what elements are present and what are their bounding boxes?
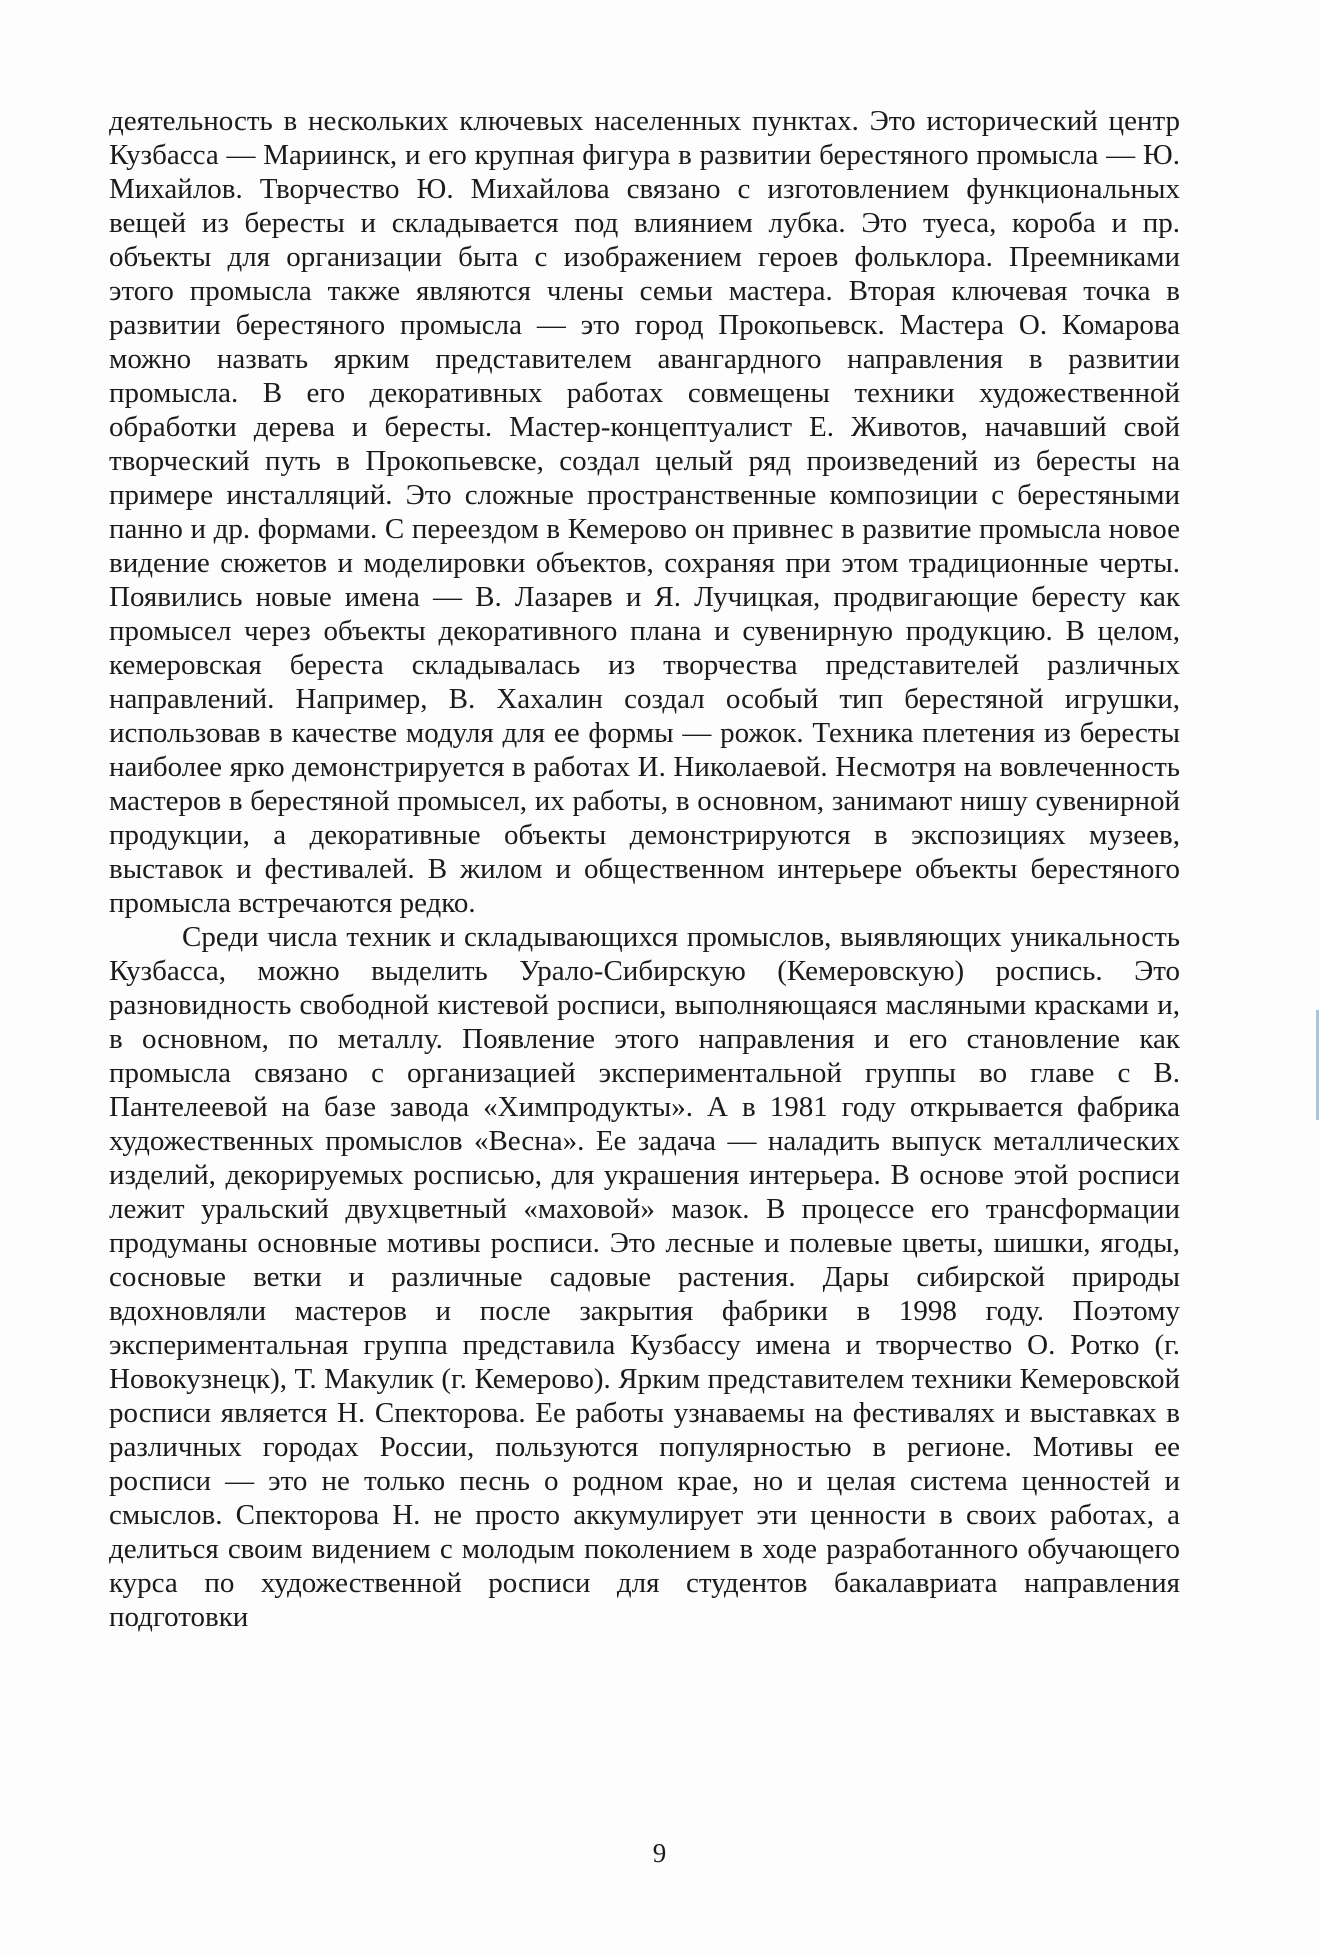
page-number: 9 [652,1838,667,1868]
paragraph-birch-bark-craft: деятельность в нескольких ключевых населенных пунктах. Это исторический центр Кузбасса — Мариинск, и его крупная фигура в развитии берестяного промысла — Ю. Михайлов. Творчество Ю. Михайлова связано с изготовлением функциональных вещей из бересты и складывается под влиянием лубка. Это туеса, короба и пр. объекты для организации быта с изображением героев фольклора. Преемниками этого промысла также являются члены семьи мастера. Вторая ключевая точка в развитии берестяного промысла — это город Прокопьевск. Мастера О. Комарова можно назвать ярким представителем авангардного направления в развитии промысла. В его декоративных работах совмещены техники художественной обработки дерева и бересты. Мастер-концептуалист Е. Животов, начавший свой творческий путь в Прокопьевске, создал целый ряд произведений из бересты на примере инсталляций. Это сложные пространственные композиции с берестяными панно и др. формами. С переездом в Кемерово он привнес в развитие промысла новое видение сюжетов и моделировки объектов, сохраняя при этом традиционные черты. Появились новые имена — В. Лазарев и Я. Лучицкая, продвигающие бересту как промысел через объекты декоративного плана и сувенирную продукцию. В целом, кемеровская береста складывалась из творчества представителей различных направлений. Например, В. Хахалин создал особый тип берестяной игрушки, использовав в качестве модуля для ее формы — рожок. Техника плетения из бересты наиболее ярко демонстрируется в работах И. Николаевой. Несмотря на вовлеченность мастеров в берестяной промысел, их работы, в основном, занимают нишу сувенирной продукции, а декоративные объекты демонстрируются в экспозициях музеев, выставок и фестивалей. В жилом и общественном интерьере объекты берестяного промысла встречаются редко. [109,105,1180,919]
body-text [109,104,1180,1634]
paragraph-kemerovo-painting: Среди числа техник и складывающихся промыслов, выявляющих уникальность Кузбасса, можно выделить Урало-Сибирскую (Кемеровскую) роспись. Это разновидность свободной кистевой росписи, выполняющаяся масляными красками и, в основном, по металлу. Появление этого направления и его становление как промысла связано с организацией экспериментальной группы во главе с В. Пантелеевой на базе завода «Химпродукты». А в 1981 году открывается фабрика художественных промыслов «Весна». Ее задача — наладить выпуск металлических изделий, декорируемых росписью, для украшения интерьера. В основе этой росписи лежит уральский двухцветный «маховой» мазок. В процессе его трансформации продуманы основные мотивы росписи. Это лесные и полевые цветы, шишки, ягоды, сосновые ветки и различные садовые растения. Дары сибирской природы вдохновляли мастеров и после закрытия фабрики в 1998 году. Поэтому экспериментальная группа представила Кузбассу имена и творчество О. Ротко (г. Новокузнецк), Т. Макулик (г. Кемерово). Ярким представителем техники Кемеровской росписи является Н. Спекторова. Ее работы узнаваемы на фестивалях и выставках в различных городах России, пользуются популярностью в регионе. Мотивы ее росписи — это не только песнь о родном крае, но и целая система ценностей и смыслов. Спекторова Н. не просто аккумулирует эти ценности в своих работах, а делиться своим видением с молодым поколением в ходе разработанного обучающего курса по художественной росписи для студентов бакалавриата направления подготовки [109,921,1180,1633]
